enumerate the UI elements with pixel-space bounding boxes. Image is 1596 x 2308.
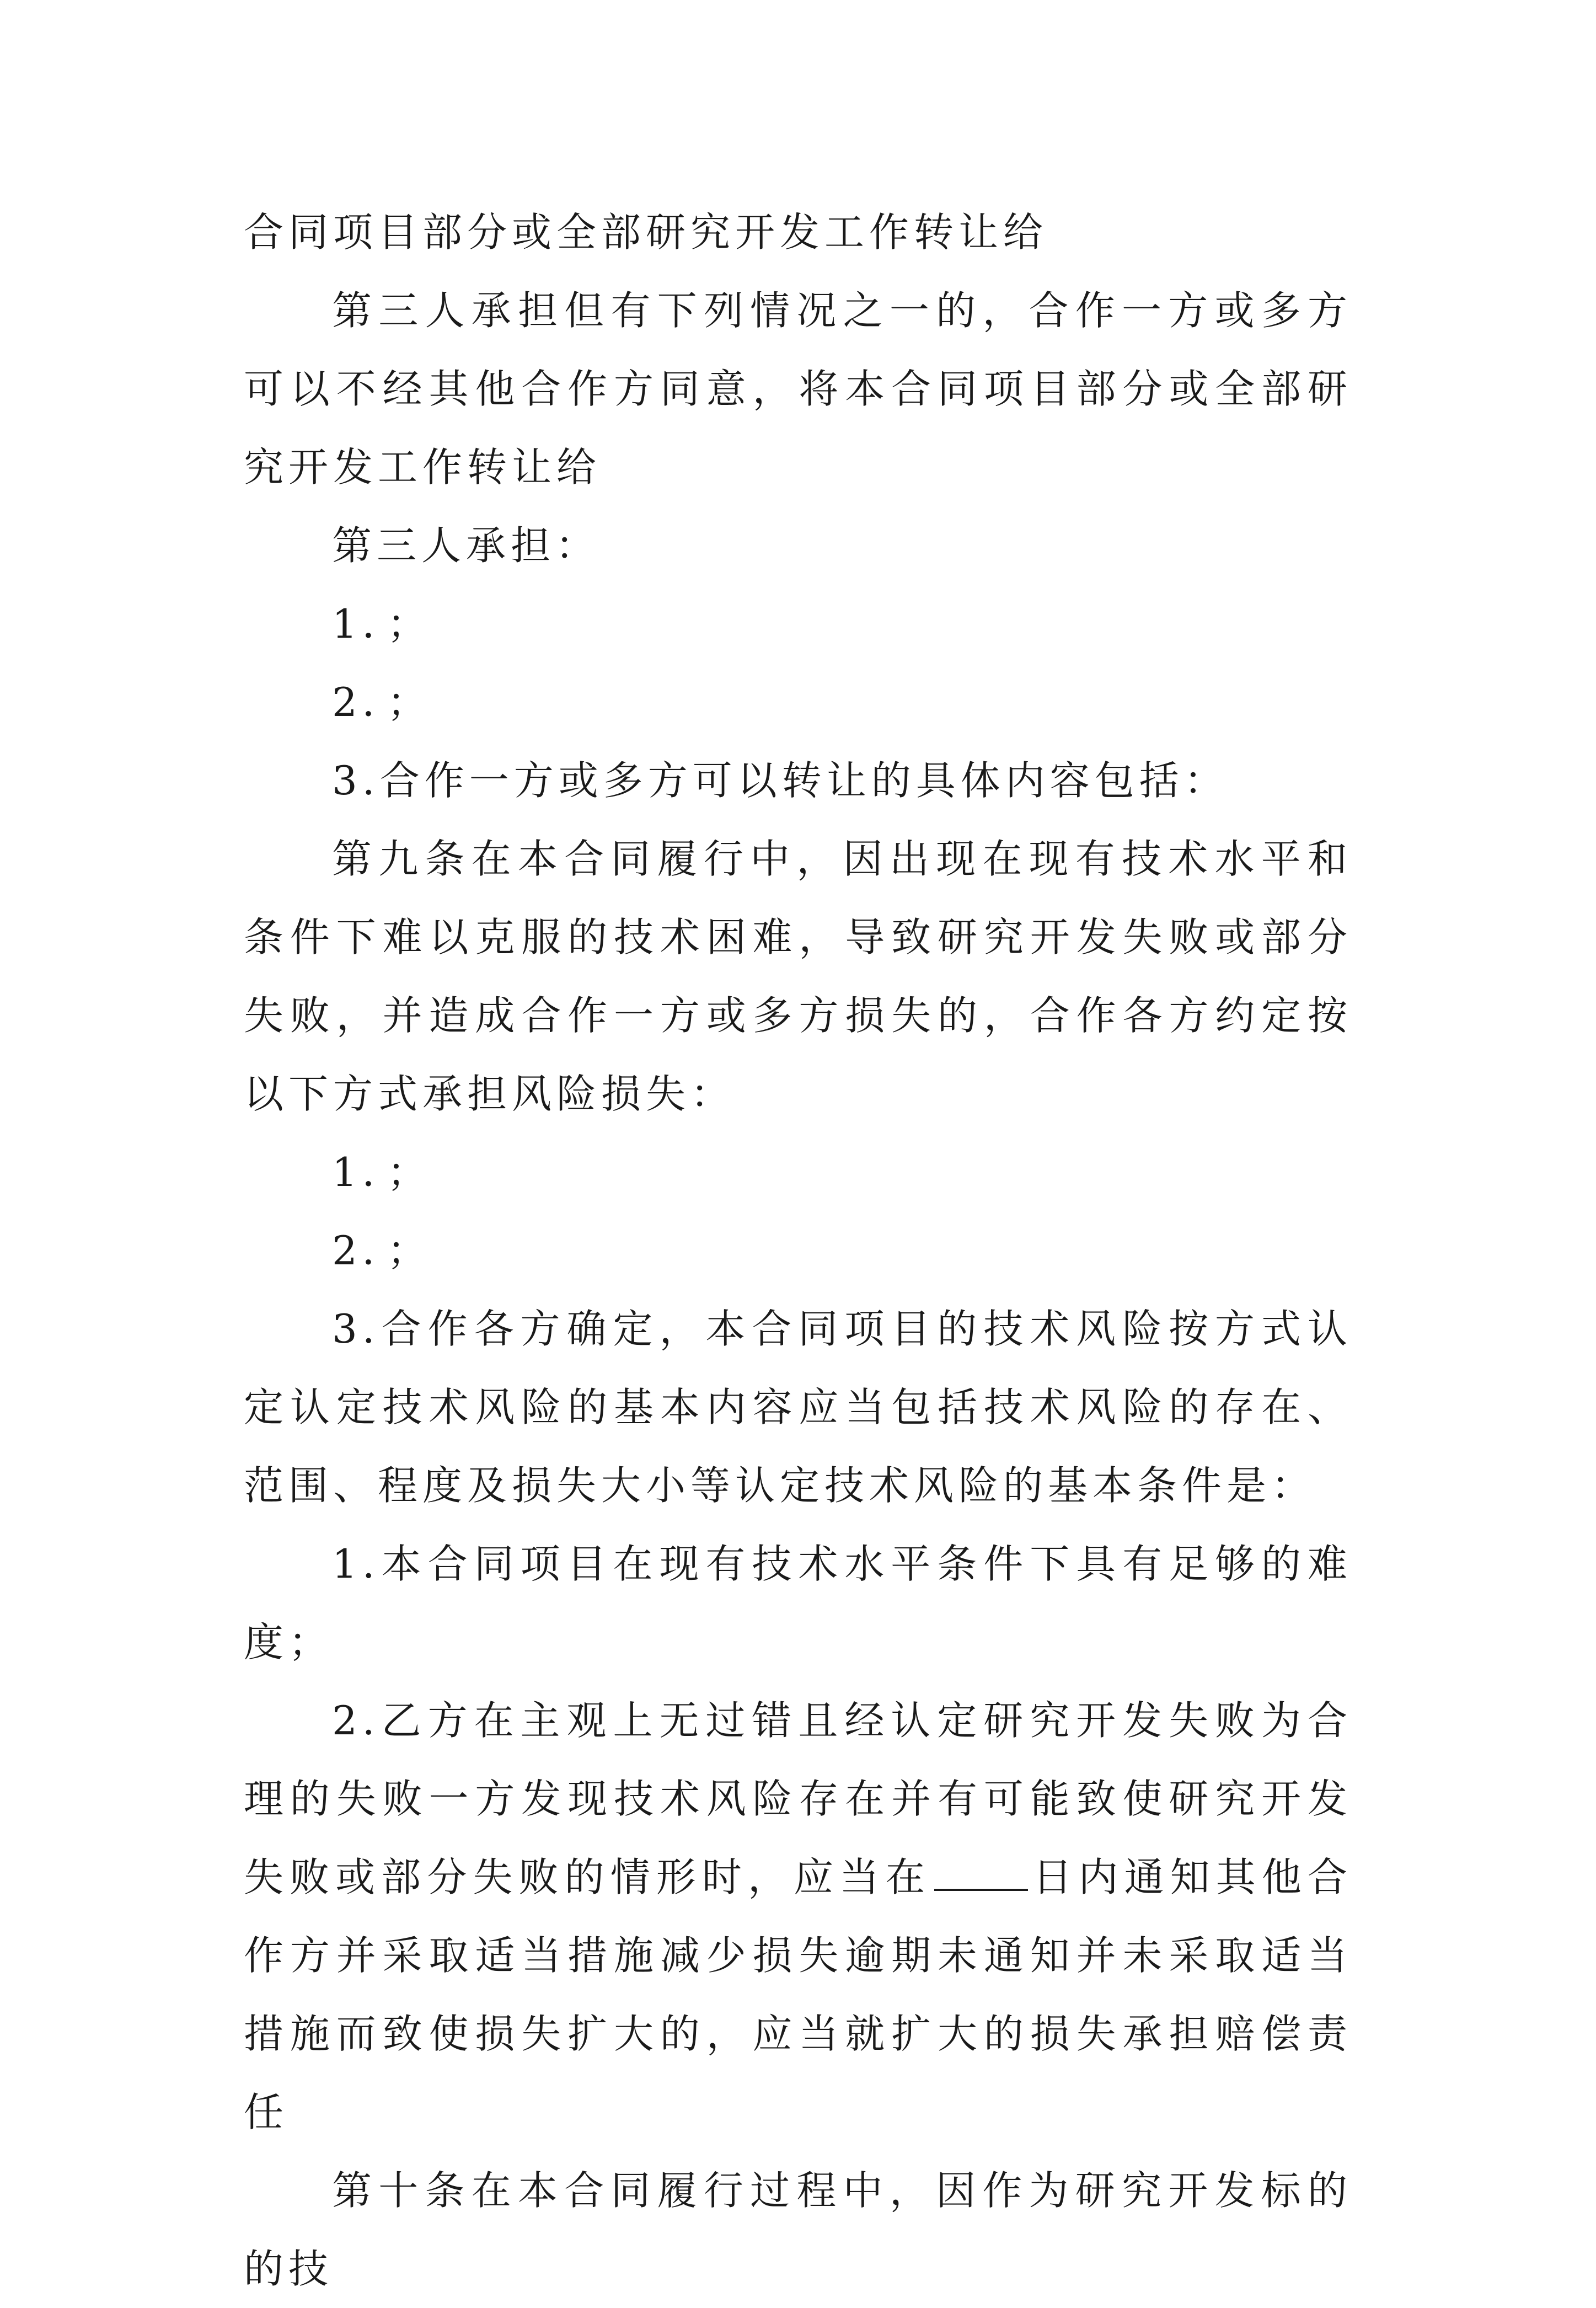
paragraph-text-after-blank: 日内通知其他合作方并采取适当措施减少损失逾期未通知并未采取适当措施而致使损失扩大的，应当就扩大的损失承担赔偿责任: [244, 1854, 1352, 2135]
fill-in-blank: [934, 1853, 1028, 1891]
article-nine-paragraph: 第九条在本合同履行中，因出现在现有技术水平和条件下难以克服的技术困难，导致研究开发失败或部分失败，并造成合作一方或多方损失的，合作各方约定按以下方式承担风险损失：: [244, 836, 1352, 1117]
list-item: 3.合作一方或多方可以转让的具体内容包括：: [332, 757, 1229, 804]
list-item: 1．；: [332, 601, 432, 647]
paragraph: 第三人承担：: [332, 522, 601, 569]
list-item: 2．；: [332, 679, 432, 725]
list-item: 1.本合同项目在现有技术水平条件下具有足够的难度；: [244, 1541, 1352, 1665]
paragraph-text-before-blank: 2.乙方在主观上无过错且经认定研究开发失败为合理的失败一方发现技术风险存在并有可能致使研究开发失败或部分失败的情形时，应当在: [244, 1697, 1352, 1900]
list-item: 2．；: [332, 1227, 432, 1274]
document-body: [244, 193, 1352, 2308]
paragraph: 第三人承担但有下列情况之一的，合作一方或多方可以不经其他合作方同意，将本合同项目部分或全部研究开发工作转让给: [244, 287, 1352, 490]
article-ten-paragraph: 第十条在本合同履行过程中，因作为研究开发标的的技: [244, 2167, 1352, 2292]
list-item: 1．；: [332, 1149, 432, 1195]
list-item-with-blank: [244, 1681, 1352, 2151]
paragraph: 合同项目部分或全部研究开发工作转让给: [244, 209, 1048, 255]
list-item: 3.合作各方确定，本合同项目的技术风险按方式认定认定技术风险的基本内容应当包括技术风险的存在、范围、程度及损失大小等认定技术风险的基本条件是：: [244, 1306, 1352, 1509]
